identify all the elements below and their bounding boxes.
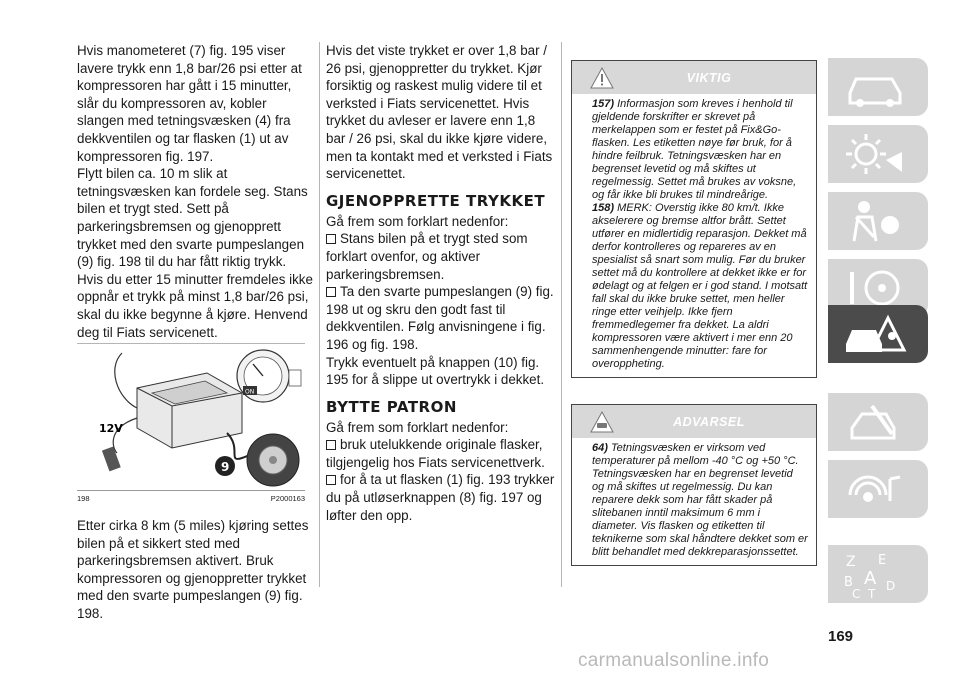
svg-text:D: D [886, 579, 896, 593]
figure-caption [77, 494, 305, 503]
warning-breakdown-icon [842, 310, 908, 358]
note-157: 157) Informasjon som kreves i henhold til gjeldende forskrifter er skrevet på merkelappen som er festet på Fix&Go-flasken. Les etiketten nøye før bruk, for å hindre feilbruk. Tetningsvæsken har en begrenset levetid og må skiftes ut regelmessig. Settet må brukes av voksne, og får ikke bli brukes til mindreårige. [592, 98, 797, 201]
warning-box-header [572, 405, 816, 438]
paragraph: Gå frem som forklart nedenfor: [326, 419, 509, 435]
bullet-item: Stans bilen på et trygt sted som forklart ovenfor, og aktiver parkeringsbremsen. [326, 231, 528, 282]
figure-198-compressor-illustration [77, 348, 305, 488]
svg-text:A: A [864, 568, 877, 589]
warning-box-title: ADVARSEL [673, 415, 745, 429]
important-box [571, 60, 817, 378]
warning-box-body [572, 438, 816, 565]
column-middle [326, 42, 556, 524]
figure-code: P2000163 [270, 494, 305, 503]
label-12v: 12V [99, 422, 123, 435]
note-64: 64) Tetningsvæsken er virksom ved temperaturer på mellom -40 °C og +50 °C. Tetningsvæsken har en begrenset levetid og må skiftes ut regelmessig. Du kan reparere dekk som har fått skader på slitebanen inntil maksimum 6 mm i diameter. Vis flasken og etiketten til teknikerne som skal håndtere dekket som er blitt behandlet med dekkreparasjonssettet. [592, 442, 808, 558]
figure-bottom-rule [77, 490, 305, 491]
tab-lights[interactable] [828, 125, 928, 183]
bullet-item: Ta den svarte pumpeslangen (9) fig. 198 ut og skru den godt fast til dekkventilen. Følg anvisningene i fig. 196 og fig. 198. [326, 284, 554, 352]
tab-safety[interactable] [828, 192, 928, 250]
svg-text:C: C [852, 587, 861, 598]
paragraph: Flytt bilen ca. 10 m slik at tetningsvæsken kan fordele seg. Stans bilen et trygt sted. Sett på parkeringsbremsen og gjenopprett trykket med den svarte pumpeslangen (9) fig. 198 til du har fått riktig trykk. Hvis du etter 15 minutter fremdeles ikke oppnår et trykk på minst 1,8 bar/26 psi, skal du ikke begynne å kjøre. Henvend deg til Fiats servicenett. [77, 166, 313, 340]
note-158: 158) MERK: Overstig ikke 80 km/t. Ikke akselerere og bremse altfor brått. Settet utfører en midlertidig reparasjon. Dekket må derfor kontrolleres og repareres av en spesialist så snart som mulig. Før du bruker settet må du kontrollere at dekket ikke er for ødelagt og at felgen er i god stand. I motsatt fall skal du ikke bruke settet, men heller ringe etter veihjelp. Ikke fjern fremmedlegemer fra dekket. La aldri kompressoren være aktivert i mer enn 20 sammenhengende minutter: fare for overoppheting. [592, 202, 808, 370]
paragraph: Gå frem som forklart nedenfor: [326, 213, 509, 229]
paragraph: Trykk eventuelt på knappen (10) fig. 195 for å slippe ut overtrykk i dekket. [326, 354, 545, 388]
checkbox-bullet-icon [326, 287, 336, 297]
paragraph: Hvis det viste trykket er over 1,8 bar / 26 psi, gjenoppretter du trykket. Kjør forsiktig og raskest mulig videre til et verksted i Fiats servicenettet. Hvis trykket du avleser er lavere enn 1,8 bar / 26 psi, skal du ikke kjøre videre, men ta kontakt med et verksted i Fiats servicenettet. [326, 43, 553, 182]
figure-top-rule [77, 343, 305, 344]
warning-box [571, 404, 817, 566]
tab-index[interactable] [828, 545, 928, 603]
checkbox-bullet-icon [326, 475, 336, 485]
tab-car[interactable] [828, 58, 928, 116]
tab-maintenance[interactable] [828, 393, 928, 451]
svg-text:T: T [868, 587, 876, 598]
tab-emergency[interactable] [828, 305, 928, 363]
multimedia-icon [842, 465, 908, 513]
seatbelt-airbag-icon [842, 197, 908, 245]
paragraph: Etter cirka 8 km (5 miles) kjøring settes bilen på et sikkert sted med parkeringsbremsen aktivert. Bruk kompressoren og gjenoppretter trykket med den svarte pumpeslangen (9) fig. 198. [77, 518, 309, 621]
section-heading: GJENOPPRETTE TRYKKET [326, 191, 546, 210]
sun-light-icon [842, 130, 908, 178]
paragraph: Hvis manometeret (7) fig. 195 viser lavere trykk enn 1,8 bar/26 psi etter at kompressoren har gått i 15 minutter, slår du kompressoren av, kobler slangen med tetningsvæsken (4) fra dekkventilen og tar flasken (1) ut av kompressoren fig. 197. [77, 43, 302, 164]
label-on: ON [245, 388, 255, 396]
bullet-item: bruk utelukkende originale flasker, tilgjengelig hos Fiats servicenettverk. [326, 437, 545, 470]
important-box-title: VIKTIG [686, 71, 732, 85]
tab-multimedia[interactable] [828, 460, 928, 518]
column-divider [319, 42, 320, 587]
page-number: 169 [828, 628, 854, 645]
figure-number: 198 [77, 494, 90, 503]
checkbox-bullet-icon [326, 440, 336, 450]
important-box-body [572, 94, 816, 377]
callout-9: 9 [221, 460, 230, 474]
svg-text:Z: Z [846, 554, 856, 570]
column-left [77, 42, 313, 341]
svg-text:E: E [878, 553, 887, 568]
wrench-service-icon [842, 398, 908, 446]
car-icon [842, 63, 908, 111]
section-heading: BYTTE PATRON [326, 397, 457, 416]
column-left-continued [77, 517, 313, 623]
bullet-item: for å ta ut flasken (1) fig. 193 trykker du på utløserknappen (8) fig. 197 og løfter den opp. [326, 472, 555, 523]
checkbox-bullet-icon [326, 234, 336, 244]
column-divider [561, 42, 562, 587]
important-box-header [572, 61, 816, 94]
alphabet-index-icon [842, 550, 908, 598]
svg-text:B: B [844, 575, 853, 590]
watermark: carmanualsonline.info [578, 650, 770, 671]
